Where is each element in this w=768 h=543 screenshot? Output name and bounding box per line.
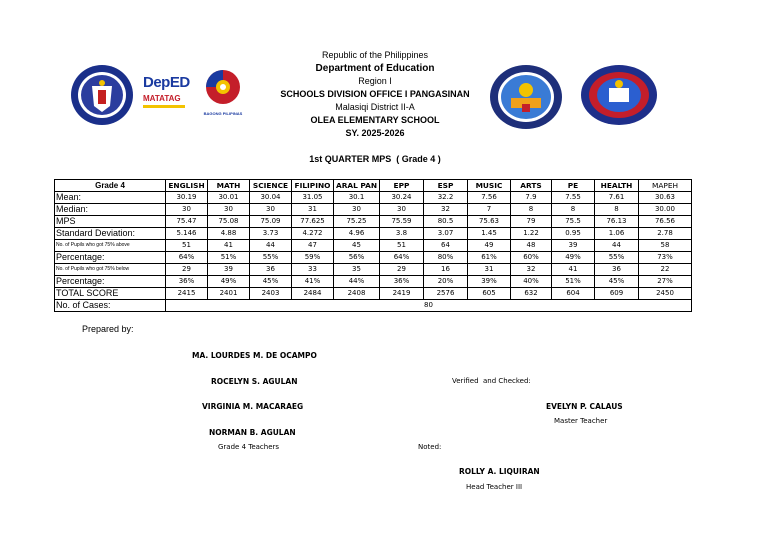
value-cell: 64% (380, 252, 424, 264)
table-row (55, 240, 692, 252)
noted-label: Noted: (418, 443, 442, 451)
value-cell: 16 (424, 264, 468, 276)
value-cell: 51% (208, 252, 250, 264)
table-row (55, 264, 692, 276)
value-cell: 76.56 (639, 216, 692, 228)
value-cell: 44 (595, 240, 639, 252)
value-cell: 1.06 (595, 228, 639, 240)
value-cell: 32 (424, 204, 468, 216)
value-cell: 32.2 (424, 192, 468, 204)
value-cell: 32 (511, 264, 552, 276)
value-cell: 41 (208, 240, 250, 252)
table-row (55, 228, 692, 240)
value-cell: 55% (250, 252, 292, 264)
value-cell: 2450 (639, 288, 692, 300)
row-label-cell: Percentage: (55, 276, 166, 288)
value-cell: 41 (552, 264, 595, 276)
value-cell: 2415 (166, 288, 208, 300)
report-title: 1st QUARTER MPS ( Grade 4 ) (309, 154, 441, 164)
table-header-row (55, 180, 692, 192)
subject-header-cell: HEALTH (595, 180, 639, 192)
value-cell: 30 (166, 204, 208, 216)
value-cell: 7 (468, 204, 511, 216)
value-cell: 7.55 (552, 192, 595, 204)
row-label-cell: Mean: (55, 192, 166, 204)
value-cell: 31.05 (292, 192, 334, 204)
mps-table (54, 179, 692, 312)
cases-value-cell: 80 (166, 300, 692, 312)
district-line: Malasiqi District II-A (335, 102, 415, 112)
value-cell: 30 (334, 204, 380, 216)
value-cell: 4.272 (292, 228, 334, 240)
subject-header-cell: SCIENCE (250, 180, 292, 192)
subject-header-cell: MAPEH (639, 180, 692, 192)
value-cell: 30.19 (166, 192, 208, 204)
value-cell: 48 (511, 240, 552, 252)
table-row (55, 288, 692, 300)
value-cell: 3.73 (250, 228, 292, 240)
value-cell: 31 (468, 264, 511, 276)
value-cell: 35 (334, 264, 380, 276)
value-cell: 49% (208, 276, 250, 288)
value-cell: 604 (552, 288, 595, 300)
value-cell: 2419 (380, 288, 424, 300)
value-cell: 58 (639, 240, 692, 252)
teachers-role: Grade 4 Teachers (218, 443, 280, 451)
row-label-cell: No. of Pupils who got 75% above (55, 240, 166, 252)
value-cell: 64 (424, 240, 468, 252)
value-cell: 61% (468, 252, 511, 264)
value-cell: 33 (292, 264, 334, 276)
value-cell: 40% (511, 276, 552, 288)
table-row (55, 192, 692, 204)
bagong-pilipinas-text: BAGONG PILIPINAS (203, 111, 243, 116)
grade-header-cell: Grade 4 (55, 180, 166, 192)
value-cell: 45% (595, 276, 639, 288)
value-cell: 30.00 (639, 204, 692, 216)
value-cell: 30.63 (639, 192, 692, 204)
department-line: Department of Education (315, 63, 435, 74)
value-cell: 8 (511, 204, 552, 216)
value-cell: 4.88 (208, 228, 250, 240)
value-cell: 30 (250, 204, 292, 216)
value-cell: 3.8 (380, 228, 424, 240)
value-cell: 27% (639, 276, 692, 288)
value-cell: 30.01 (208, 192, 250, 204)
value-cell: 8 (552, 204, 595, 216)
value-cell: 39% (468, 276, 511, 288)
value-cell: 77.625 (292, 216, 334, 228)
cases-row (55, 300, 692, 312)
teacher-name-3: VIRGINIA M. MACARAEG (202, 402, 304, 411)
value-cell: 3.07 (424, 228, 468, 240)
value-cell: 2403 (250, 288, 292, 300)
deped-seal-logo (70, 64, 134, 126)
value-cell: 75.59 (380, 216, 424, 228)
value-cell: 0.95 (552, 228, 595, 240)
row-label-cell: Median: (55, 204, 166, 216)
value-cell: 609 (595, 288, 639, 300)
subject-header-cell: FILIPINO (292, 180, 334, 192)
value-cell: 59% (292, 252, 334, 264)
value-cell: 64% (166, 252, 208, 264)
teacher-name-2: ROCELYN S. AGULAN (211, 377, 298, 386)
noter-role: Head Teacher III (466, 483, 523, 491)
letterhead (220, 49, 530, 140)
subject-header-cell: ARTS (511, 180, 552, 192)
value-cell: 8 (595, 204, 639, 216)
subject-header-cell: MATH (208, 180, 250, 192)
value-cell: 22 (639, 264, 692, 276)
value-cell: 5.146 (166, 228, 208, 240)
value-cell: 2401 (208, 288, 250, 300)
row-label-cell: Standard Deviation: (55, 228, 166, 240)
value-cell: 75.5 (552, 216, 595, 228)
value-cell: 2.78 (639, 228, 692, 240)
value-cell: 44% (334, 276, 380, 288)
verifier-role: Master Teacher (554, 417, 608, 425)
value-cell: 7.9 (511, 192, 552, 204)
value-cell: 75.25 (334, 216, 380, 228)
deped-matatag-logo (143, 74, 193, 118)
value-cell: 51 (380, 240, 424, 252)
subject-header-cell: EPP (380, 180, 424, 192)
value-cell: 632 (511, 288, 552, 300)
value-cell: 605 (468, 288, 511, 300)
school-year-line: SY. 2025-2026 (345, 128, 405, 138)
table-row (55, 252, 692, 264)
value-cell: 51% (552, 276, 595, 288)
value-cell: 36% (166, 276, 208, 288)
verified-label: Verified and Checked: (452, 377, 531, 385)
value-cell: 36 (250, 264, 292, 276)
value-cell: 4.96 (334, 228, 380, 240)
subject-header-cell: MUSIC (468, 180, 511, 192)
value-cell: 30 (380, 204, 424, 216)
teacher-name-4: NORMAN B. AGULAN (209, 428, 296, 437)
value-cell: 80% (424, 252, 468, 264)
school-line: OLEA ELEMENTARY SCHOOL (310, 115, 440, 125)
value-cell: 75.63 (468, 216, 511, 228)
value-cell: 45% (250, 276, 292, 288)
republic-line: Republic of the Philippines (321, 50, 429, 60)
teacher-name-1: MA. LOURDES M. DE OCAMPO (192, 351, 317, 360)
value-cell: 29 (166, 264, 208, 276)
value-cell: 2408 (334, 288, 380, 300)
matatag-wordmark: MATATAG (143, 94, 181, 103)
value-cell: 55% (595, 252, 639, 264)
value-cell: 36% (380, 276, 424, 288)
value-cell: 39 (208, 264, 250, 276)
value-cell: 20% (424, 276, 468, 288)
value-cell: 47 (292, 240, 334, 252)
school-seal-logo (579, 64, 659, 126)
prepared-by-label: Prepared by: (82, 324, 134, 334)
value-cell: 1.22 (511, 228, 552, 240)
value-cell: 51 (166, 240, 208, 252)
subject-header-cell: ESP (424, 180, 468, 192)
division-line: SCHOOLS DIVISION OFFICE I PANGASINAN (280, 89, 470, 99)
value-cell: 56% (334, 252, 380, 264)
row-label-cell: No. of Pupils who got 75% below (55, 264, 166, 276)
value-cell: 1.45 (468, 228, 511, 240)
value-cell: 76.13 (595, 216, 639, 228)
value-cell: 2576 (424, 288, 468, 300)
table-row (55, 276, 692, 288)
value-cell: 45 (334, 240, 380, 252)
subject-header-cell: PE (552, 180, 595, 192)
noter-name: ROLLY A. LIQUIRAN (459, 467, 540, 476)
value-cell: 2484 (292, 288, 334, 300)
table-row (55, 216, 692, 228)
value-cell: 79 (511, 216, 552, 228)
cases-label-cell: No. of Cases: (55, 300, 166, 312)
matatag-stripe (143, 105, 185, 108)
value-cell: 41% (292, 276, 334, 288)
value-cell: 30 (208, 204, 250, 216)
value-cell: 75.47 (166, 216, 208, 228)
value-cell: 31 (292, 204, 334, 216)
value-cell: 73% (639, 252, 692, 264)
value-cell: 39 (552, 240, 595, 252)
value-cell: 49% (552, 252, 595, 264)
deped-wordmark: DepED (143, 74, 190, 91)
row-label-cell: MPS (55, 216, 166, 228)
value-cell: 30.1 (334, 192, 380, 204)
value-cell: 60% (511, 252, 552, 264)
value-cell: 30.24 (380, 192, 424, 204)
value-cell: 44 (250, 240, 292, 252)
value-cell: 36 (595, 264, 639, 276)
value-cell: 75.08 (208, 216, 250, 228)
subject-header-cell: ENGLISH (166, 180, 208, 192)
value-cell: 75.09 (250, 216, 292, 228)
row-label-cell: TOTAL SCORE (55, 288, 166, 300)
value-cell: 29 (380, 264, 424, 276)
value-cell: 49 (468, 240, 511, 252)
table-row (55, 204, 692, 216)
value-cell: 7.56 (468, 192, 511, 204)
subject-header-cell: ARAL PAN (334, 180, 380, 192)
value-cell: 30.04 (250, 192, 292, 204)
region-line: Region I (358, 76, 392, 86)
value-cell: 7.61 (595, 192, 639, 204)
verifier-name: EVELYN P. CALAUS (546, 402, 623, 411)
value-cell: 80.5 (424, 216, 468, 228)
row-label-cell: Percentage: (55, 252, 166, 264)
